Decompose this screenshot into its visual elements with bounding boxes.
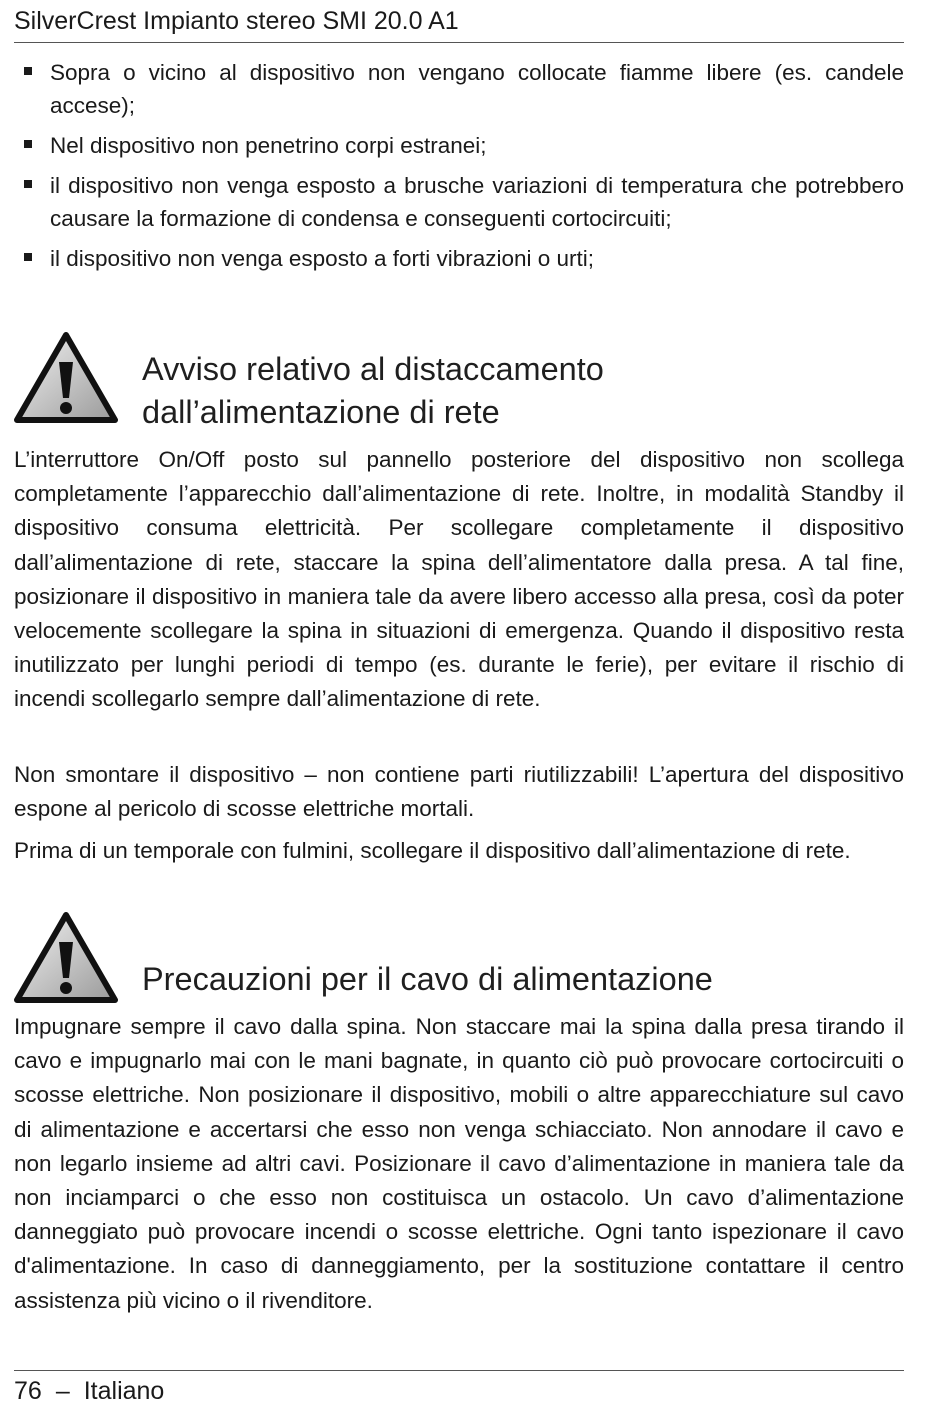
bullet-item	[14, 169, 904, 235]
bullet-text: Nel dispositivo non penetrino corpi estranei;	[50, 133, 487, 158]
warning-triangle-icon	[14, 912, 118, 1004]
square-bullet-icon	[24, 253, 32, 261]
bullet-item	[14, 242, 904, 275]
bullet-text: il dispositivo non venga esposto a brusche variazioni di temperatura che potrebbero causare la formazione di condensa e conseguenti cortocircuiti;	[50, 173, 904, 231]
section-heading-mains-disconnect	[142, 348, 902, 434]
heading-line: Avviso relativo al distaccamento	[142, 351, 604, 387]
section-heading-power-cable: Precauzioni per il cavo di alimentazione	[142, 961, 713, 997]
bullet-text: Sopra o vicino al dispositivo non vengano collocate fiamme libere (es. candele accese);	[50, 60, 904, 118]
warning-triangle-icon	[14, 332, 118, 424]
bullet-item	[14, 56, 904, 122]
paragraph: Impugnare sempre il cavo dalla spina. Non staccare mai la spina dalla presa tirando il cavo e impugnarlo mai con le mani bagnate, in quanto ciò può provocare cortocircuiti o scosse elettriche. Non posizionare il dispositivo, mobili o altre apparecchiature sul cavo di alimentazione e accertarsi che esso non venga schiacciato. Non annodare il cavo e non legarlo insieme ad altri cavi. Posizionare il cavo d’alimentazione in maniera tale da non inciamparci o che esso non costituisca un ostacolo. Un cavo d’alimentazione danneggiato può provocare incendi o scosse elettriche. Ogni tanto ispezionare il cavo d'alimentazione. In caso di danneggiamento, per la sostituzione contattare il centro assistenza più vicino o il rivenditore.	[14, 1014, 904, 1313]
page-number: 76	[14, 1377, 42, 1405]
square-bullet-icon	[24, 180, 32, 188]
square-bullet-icon	[24, 67, 32, 75]
paragraph: L’interruttore On/Off posto sul pannello posteriore del dispositivo non scollega completamente l’apparecchio dall’alimentazione di rete. Inoltre, in modalità Standby il dispositivo consuma elettricità. Per scollegare completamente il dispositivo dall’alimentazione di rete, staccare la spina dell’alimentatore dalla presa. A tal fine, posizionare il dispositivo in maniera tale da avere libero accesso alla presa, così da poter velocemente scollegare la spina in situazioni di emergenza. Quando il dispositivo resta inutilizzato per lunghi periodi di tempo (es. durante le ferie), per evitare il rischio di incendi scollegarlo sempre dall’alimentazione di rete.	[14, 447, 904, 712]
page-header-title: SilverCrest Impianto stereo SMI 20.0 A1	[14, 7, 459, 35]
bullet-item	[14, 129, 904, 162]
safety-bullet-list	[14, 56, 904, 282]
heading-line: dall’alimentazione di rete	[142, 394, 500, 430]
footer-language: Italiano	[83, 1377, 165, 1405]
footer-separator: –	[55, 1377, 70, 1405]
paragraph: Prima di un temporale con fulmini, scollegare il dispositivo dall’alimentazione di rete.	[14, 838, 851, 863]
footer-divider	[14, 1370, 904, 1371]
square-bullet-icon	[24, 140, 32, 148]
paragraph: Non smontare il dispositivo – non contiene parti riutilizzabili! L’apertura del dispositivo espone al pericolo di scosse elettriche mortali.	[14, 762, 904, 822]
header-divider	[14, 42, 904, 43]
bullet-text: il dispositivo non venga esposto a forti vibrazioni o urti;	[50, 246, 595, 271]
